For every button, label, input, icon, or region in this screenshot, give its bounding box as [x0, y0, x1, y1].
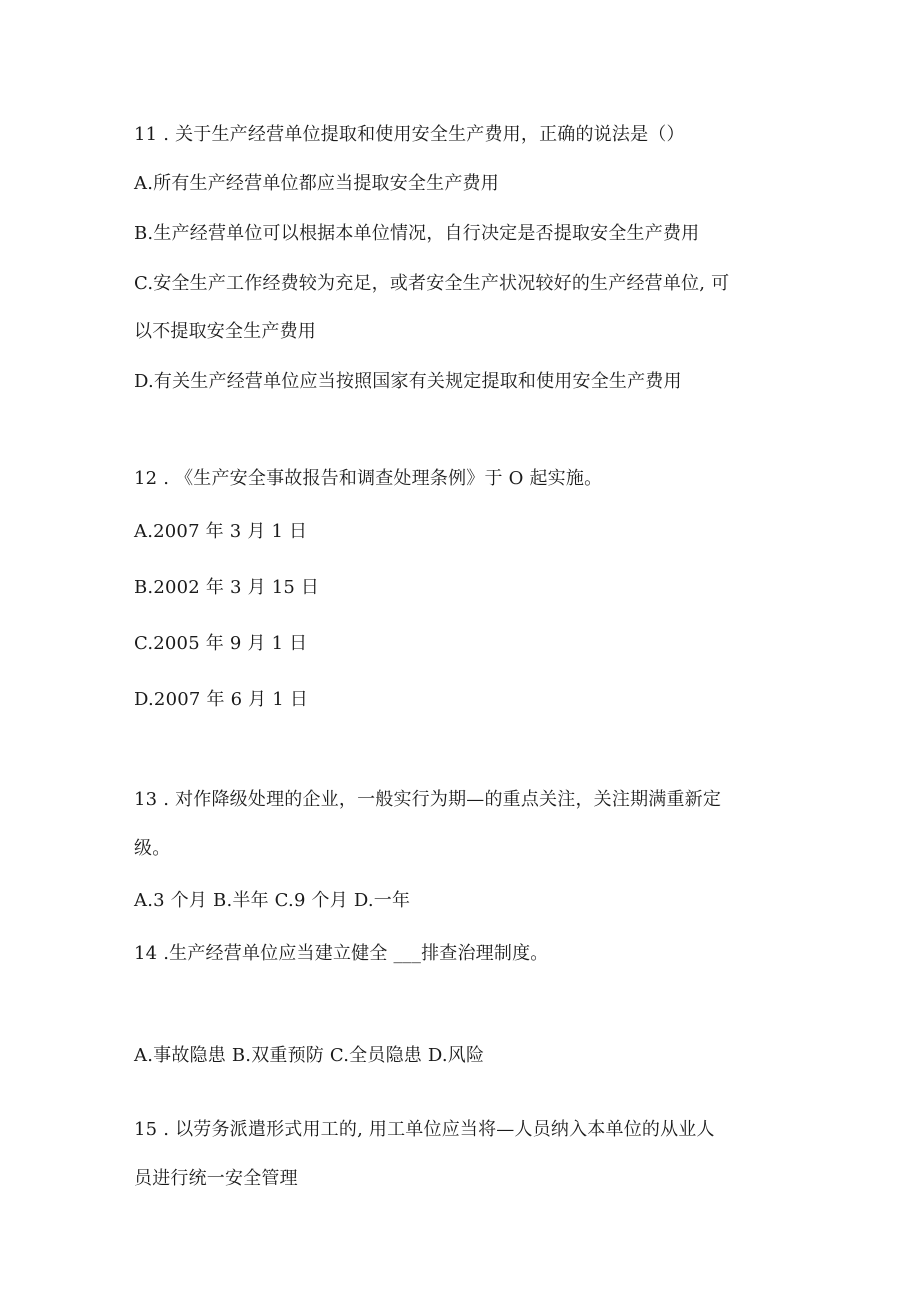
question-12-option-d: D.2007 年 6 月 1 日: [134, 689, 309, 710]
question-13-options: A.3 个月 B.半年 C.9 个月 D.一年: [134, 890, 411, 911]
question-11-option-c: C.安全生产工作经费较为充足，或者安全生产状况较好的生产经营单位, 可: [134, 273, 730, 294]
question-11-option-b: B.生产经营单位可以根据本单位情况，自行决定是否提取安全生产费用: [134, 223, 700, 244]
question-11-option-d: D.有关生产经营单位应当按照国家有关规定提取和使用安全生产费用: [134, 371, 682, 392]
question-11-option-c-continued: 以不提取安全生产费用: [134, 321, 316, 342]
question-13-stem: 13 . 对作降级处理的企业，一般实行为期—的重点关注，关注期满重新定: [134, 789, 722, 810]
question-14-stem: 14 .生产经营单位应当建立健全 ___排查治理制度。: [134, 943, 549, 964]
question-13-stem-continued: 级。: [134, 838, 171, 859]
question-14-options: A.事故隐患 B.双重预防 C.全员隐患 D.风险: [134, 1045, 485, 1066]
question-12-option-c: C.2005 年 9 月 1 日: [134, 633, 308, 654]
question-15-stem: 15 . 以劳务派遣形式用工的, 用工单位应当将—人员纳入本单位的从业人: [134, 1119, 715, 1140]
question-12-stem: 12 . 《生产安全事故报告和调查处理条例》于 O 起实施。: [134, 468, 603, 489]
question-11-stem: 11 . 关于生产经营单位提取和使用安全生产费用，正确的说法是（）: [134, 124, 685, 145]
question-11-option-a: A.所有生产经营单位都应当提取安全生产费用: [134, 173, 499, 194]
question-12-option-b: B.2002 年 3 月 15 日: [134, 577, 320, 598]
question-12-option-a: A.2007 年 3 月 1 日: [134, 521, 308, 542]
question-15-stem-continued: 员进行统一安全管理: [134, 1168, 298, 1189]
